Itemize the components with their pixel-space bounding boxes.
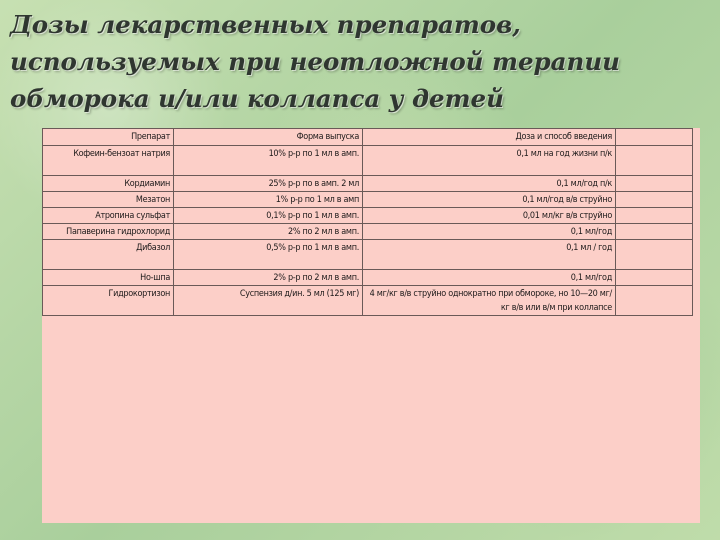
slide-title: Дозы лекарственных препаратов, используемых при неотложной терапии обморока и/или коллапса у детей [10, 10, 620, 113]
table-header-row [43, 129, 693, 146]
cell-empty [616, 146, 693, 176]
cell-form: 25% р-р по в амп. 2 мл [174, 176, 363, 192]
cell-empty [616, 286, 693, 316]
cell-empty [616, 192, 693, 208]
cell-empty [616, 224, 693, 240]
table-row [43, 224, 693, 240]
table-row [43, 240, 693, 270]
cell-form: 2% по 2 мл в амп. [174, 224, 363, 240]
table-row [43, 176, 693, 192]
cell-empty [616, 208, 693, 224]
cell-drug: Папаверина гидрохлорид [43, 224, 174, 240]
cell-drug: Гидрокортизон [43, 286, 174, 316]
dosage-table [42, 128, 693, 316]
cell-dose: 0,1 мл/год [363, 270, 616, 286]
header-form: Форма выпуска [174, 129, 363, 146]
cell-dose: 0,1 мл/год в/в струйно [363, 192, 616, 208]
cell-drug: Кофеин-бензоат натрия [43, 146, 174, 176]
cell-dose: 4 мг/кг в/в струйно однократно при обмороке, но 10—20 мг/кг в/в или в/м при коллапсе [363, 286, 616, 316]
table-row [43, 192, 693, 208]
cell-dose: 0,1 мл/год [363, 224, 616, 240]
cell-form: 0,1% р-р по 1 мл в амп. [174, 208, 363, 224]
header-dose: Доза и способ введения [363, 129, 616, 146]
table-row [43, 270, 693, 286]
cell-dose: 0,1 мл / год [363, 240, 616, 270]
table-row [43, 208, 693, 224]
cell-drug: Но-шпа [43, 270, 174, 286]
header-drug: Препарат [43, 129, 174, 146]
cell-dose: 0,01 мл/кг в/в струйно [363, 208, 616, 224]
cell-form: Суспензия д/ин. 5 мл (125 мг) [174, 286, 363, 316]
cell-empty [616, 176, 693, 192]
table-row [43, 286, 693, 316]
cell-form: 0,5% р-р по 1 мл в амп. [174, 240, 363, 270]
cell-empty [616, 240, 693, 270]
header-empty [616, 129, 693, 146]
cell-drug: Дибазол [43, 240, 174, 270]
cell-form: 2% р-р по 2 мл в амп. [174, 270, 363, 286]
cell-form: 10% р-р по 1 мл в амп. [174, 146, 363, 176]
table-row [43, 146, 693, 176]
cell-dose: 0,1 мл на год жизни п/к [363, 146, 616, 176]
cell-drug: Атропина сульфат [43, 208, 174, 224]
table-panel [42, 128, 700, 523]
cell-dose: 0,1 мл/год п/к [363, 176, 616, 192]
cell-empty [616, 270, 693, 286]
cell-form: 1% р-р по 1 мл в амп [174, 192, 363, 208]
cell-drug: Мезатон [43, 192, 174, 208]
cell-drug: Кордиамин [43, 176, 174, 192]
